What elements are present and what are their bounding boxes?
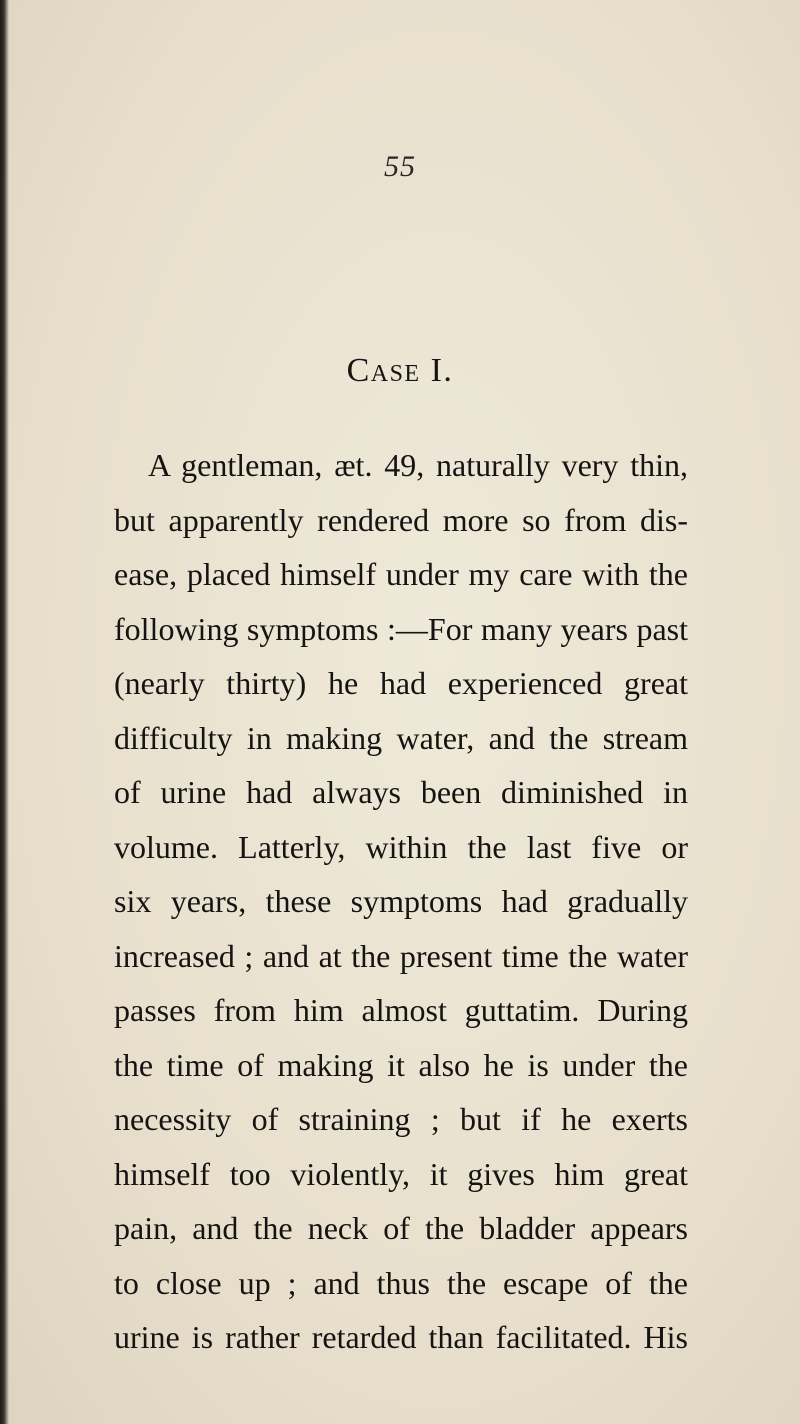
text-line: (nearly thirty) he had experienced great — [114, 665, 688, 701]
text-line: pain, and the neck of the bladder appears — [114, 1210, 688, 1246]
text-line: but apparently rendered more so from dis- — [114, 501, 688, 538]
text-line: passes from him almost guttatim. During — [114, 992, 688, 1028]
text-line: of urine had always been diminished in — [114, 774, 688, 810]
text-line: necessity of straining ; but if he exerts — [114, 1101, 688, 1137]
text-line: increased ; and at the present time the water — [114, 937, 688, 974]
text-line: following symptoms :—For many years past — [114, 610, 688, 647]
binding-gutter-shadow — [0, 0, 9, 1424]
page-number: 55 — [384, 150, 416, 183]
text-line: ease, placed himself under my care with the — [114, 556, 688, 592]
text-line: volume. Latterly, within the last five or — [114, 828, 688, 865]
case-heading: Case I. — [346, 352, 454, 389]
text-line: the time of making it also he is under the — [114, 1046, 688, 1083]
text-line: urine is rather retarded than facilitated. His — [114, 1319, 688, 1355]
text-line: A gentleman, æt. 49, naturally very thin, — [148, 447, 688, 483]
text-line: himself too violently, it gives him great — [114, 1155, 688, 1192]
text-line: to close up ; and thus the escape of the — [114, 1264, 688, 1301]
text-line: six years, these symptoms had gradually — [114, 883, 688, 919]
text-line: difficulty in making water, and the stream — [114, 719, 688, 756]
body-text — [114, 438, 688, 1365]
